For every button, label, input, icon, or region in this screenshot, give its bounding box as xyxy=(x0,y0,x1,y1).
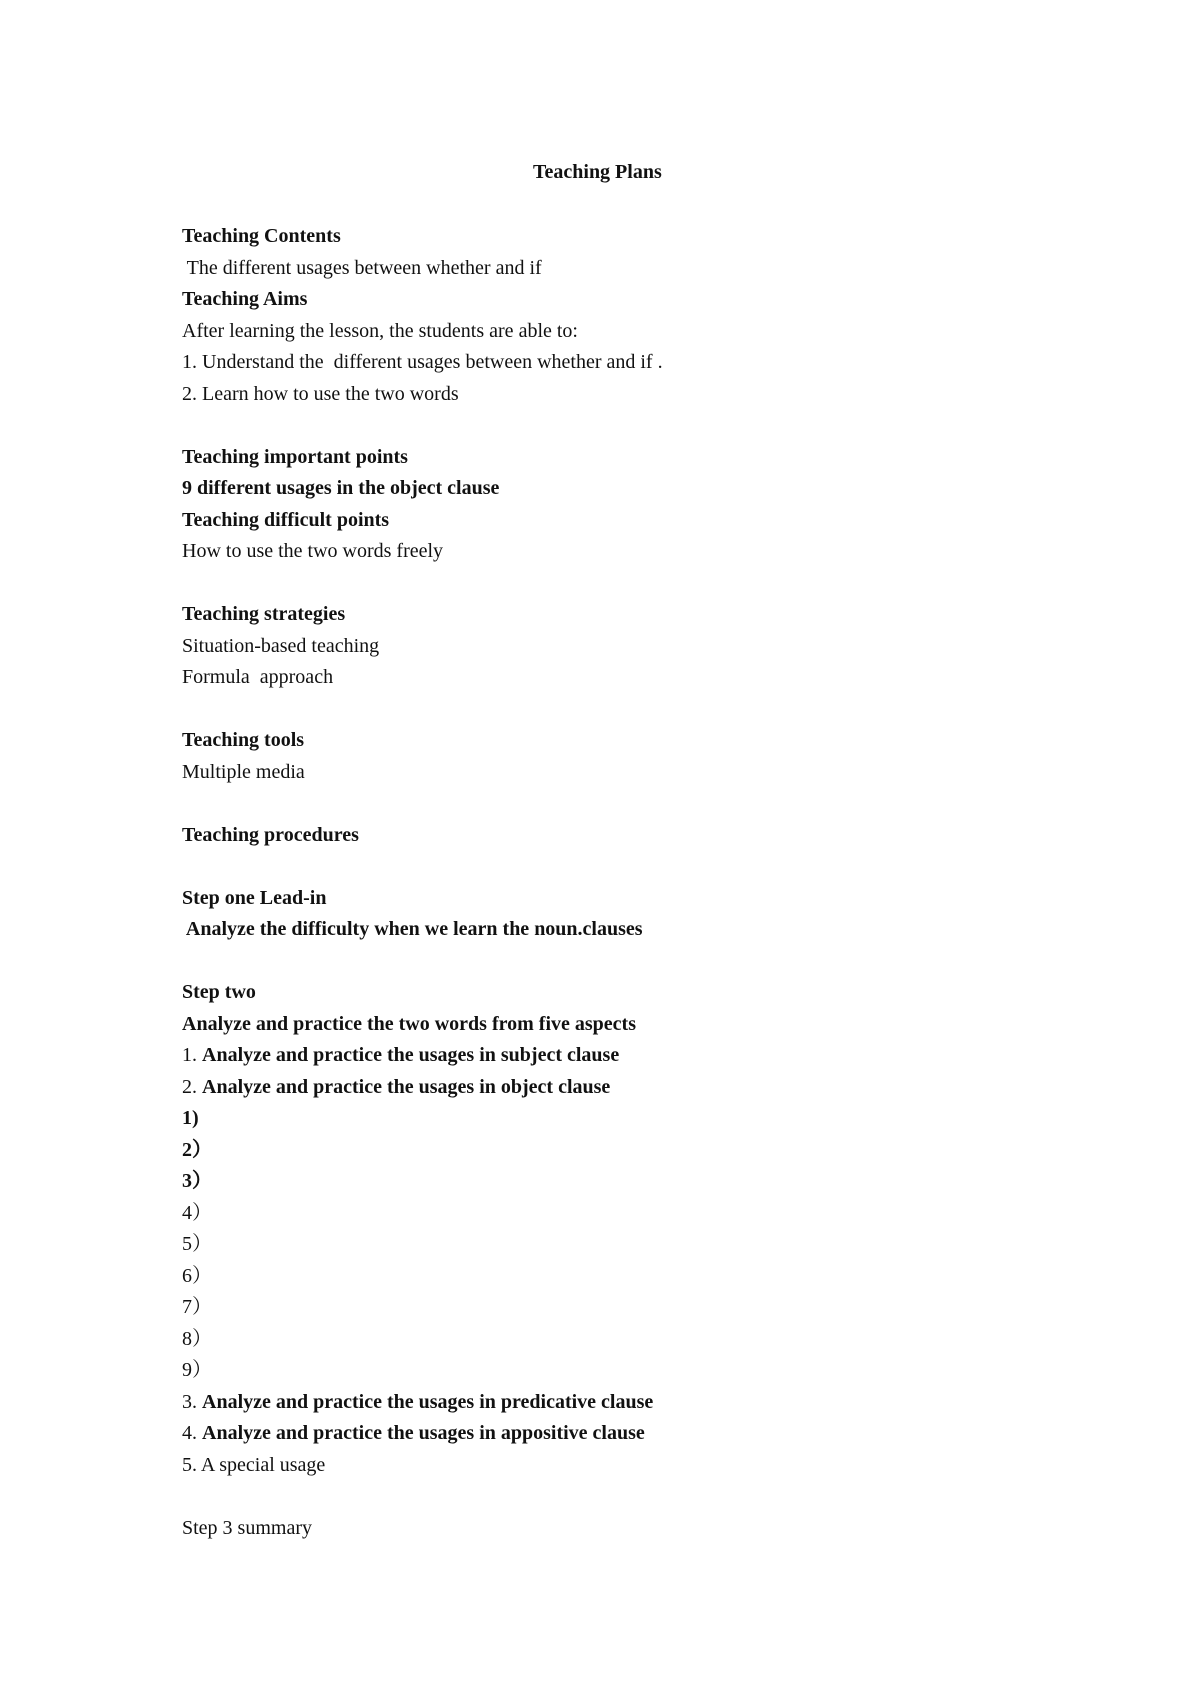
step-two-heading: Step two xyxy=(182,981,256,1003)
document-title: Teaching Plans xyxy=(533,161,662,183)
difficult-points-text: How to use the two words freely xyxy=(182,540,444,562)
item-text: Analyze and practice the usages in predicative clause xyxy=(202,1390,654,1413)
document-body xyxy=(182,221,1082,1544)
item-text: Analyze and practice the usages in subject clause xyxy=(202,1044,620,1066)
sub-item-8: 8） xyxy=(182,1327,212,1350)
sub-item-3: 3） xyxy=(182,1170,212,1192)
item-number: 1. xyxy=(182,1044,202,1066)
spacer xyxy=(182,568,1082,600)
strategies-item-1: Situation-based teaching xyxy=(182,634,380,657)
sub-item-2: 2） xyxy=(182,1138,212,1161)
tools-text: Multiple media xyxy=(182,760,305,783)
step-two-item-2 xyxy=(182,1072,1082,1104)
item-text: Analyze and practice the usages in appositive clause xyxy=(202,1422,645,1444)
spacer xyxy=(182,1481,1082,1513)
spacer xyxy=(182,946,1082,978)
step-one-heading: Step one Lead-in xyxy=(182,886,327,909)
item-number: 3. xyxy=(182,1390,202,1413)
spacer xyxy=(182,410,1082,442)
teaching-contents-text: The different usages between whether and if xyxy=(182,256,542,279)
spacer xyxy=(182,694,1082,726)
step-two-subheading: Analyze and practice the two words from five aspects xyxy=(182,1012,636,1035)
sub-item-6: 6） xyxy=(182,1264,212,1287)
item-number: 2. xyxy=(182,1075,202,1098)
sub-item-7: 7） xyxy=(182,1296,212,1318)
teaching-aims-intro: After learning the lesson, the students are able to: xyxy=(182,319,578,342)
sub-item-1: 1) xyxy=(182,1107,199,1129)
step-three-heading: Step 3 summary xyxy=(182,1516,312,1539)
important-points-text: 9 different usages in the object clause xyxy=(182,477,500,499)
sub-item-9: 9） xyxy=(182,1359,212,1381)
teaching-contents-heading: Teaching Contents xyxy=(182,225,341,247)
step-two-item-1 xyxy=(182,1040,1082,1072)
step-one-text: Analyze the difficulty when we learn the noun.clauses xyxy=(182,918,643,940)
important-points-heading: Teaching important points xyxy=(182,445,408,468)
item-number: 4. xyxy=(182,1422,202,1444)
item-text: Analyze and practice the usages in object clause xyxy=(202,1075,611,1098)
teaching-aims-item-1: 1. Understand the different usages between whether and if . xyxy=(182,351,663,373)
step-two-item-5: 5. A special usage xyxy=(182,1453,326,1476)
spacer xyxy=(182,788,1082,820)
strategies-item-2: Formula approach xyxy=(182,666,334,688)
tools-heading: Teaching tools xyxy=(182,729,305,751)
teaching-aims-item-2: 2. Learn how to use the two words xyxy=(182,382,459,405)
sub-item-4: 4） xyxy=(182,1201,212,1224)
teaching-aims-heading: Teaching Aims xyxy=(182,288,308,310)
procedures-heading: Teaching procedures xyxy=(182,823,359,846)
step-two-item-4 xyxy=(182,1418,1082,1450)
step-two-item-3 xyxy=(182,1387,1082,1419)
spacer xyxy=(182,851,1082,883)
sub-item-5: 5） xyxy=(182,1233,212,1255)
strategies-heading: Teaching strategies xyxy=(182,603,346,625)
difficult-points-heading: Teaching difficult points xyxy=(182,508,390,531)
